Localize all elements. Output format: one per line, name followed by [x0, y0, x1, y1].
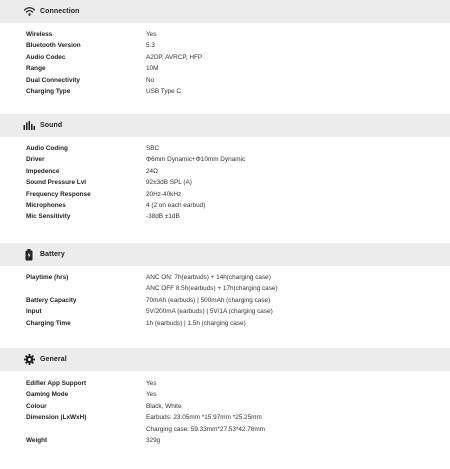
spec-value: USB Type C	[146, 87, 182, 95]
spec-value: ANC OFF 8.5h(earbuds) + 17h(charging case)	[146, 285, 278, 293]
spec-label: Bluetooth Version	[26, 42, 81, 50]
section-title: General	[40, 356, 67, 363]
spec-row	[0, 424, 450, 435]
spec-label: Weight	[26, 436, 48, 444]
spec-value: Yes	[146, 380, 157, 387]
spec-label: Input	[26, 308, 42, 316]
spec-label: Driver	[26, 156, 45, 164]
spec-row	[0, 435, 450, 446]
spec-label: Impedence	[26, 167, 60, 175]
spec-label: Audio Codec	[26, 53, 66, 61]
spec-row	[0, 306, 450, 317]
spec-row	[0, 200, 450, 211]
spec-label: Charging Type	[26, 87, 71, 95]
spec-value: 10M	[146, 65, 159, 73]
spec-label: Wireless	[26, 31, 53, 38]
spec-value: ANC ON: 7h(earbuds) + 14h(charging case)	[146, 274, 271, 281]
spec-label: Microphones	[26, 201, 66, 209]
spec-value: 92±3dB SPL (A)	[146, 179, 192, 187]
spec-label: Charging Time	[26, 319, 71, 327]
gear-icon	[21, 352, 37, 368]
spec-value: 4 (2 on each earbud)	[146, 201, 206, 209]
spec-label: Mic Sensitivity	[26, 213, 71, 221]
spec-value: 5V/200mA (earbuds) | 5V/1A (charging case)	[146, 308, 273, 316]
spec-row	[0, 272, 450, 283]
spec-value: -38dB ±1dB	[146, 213, 180, 221]
spec-value: A2DP, AVRCP, HFP	[146, 53, 203, 61]
spec-row	[0, 283, 450, 294]
spec-row	[0, 52, 450, 63]
spec-row	[0, 389, 450, 400]
battery-icon	[21, 247, 37, 263]
spec-row	[0, 154, 450, 165]
section-header-general	[0, 348, 450, 371]
spec-value: Earbuds: 23.05mm *15.97mm *25.25mm	[146, 414, 262, 422]
spec-value: 5.3	[146, 42, 155, 50]
spec-value: Yes	[146, 391, 157, 399]
spec-value: Charging case: 59.33mm*27.53*42.76mm	[146, 425, 266, 433]
spec-label: Edifier App Support	[26, 380, 87, 387]
section-header-battery	[0, 243, 450, 266]
spec-row	[0, 295, 450, 306]
section-title: Connection	[40, 8, 80, 15]
spec-row	[0, 211, 450, 222]
spec-label: Sound Pressure Lvl	[26, 179, 87, 187]
spec-row	[0, 63, 450, 74]
battery-specs	[0, 272, 450, 329]
spec-row	[0, 86, 450, 97]
spec-row	[0, 166, 450, 177]
spec-value: 24Ω	[146, 167, 158, 175]
connection-specs	[0, 29, 450, 97]
spec-value: Black, White	[146, 402, 182, 410]
spec-row	[0, 189, 450, 200]
sound-specs	[0, 143, 450, 223]
spec-value: Yes	[146, 31, 157, 38]
spec-value: SBC	[146, 145, 160, 152]
spec-label: Playtime (hrs)	[26, 274, 69, 281]
spec-value: 1h (earbuds) | 1.5h (charging case)	[146, 319, 246, 327]
spec-row	[0, 29, 450, 40]
spec-value: 329g	[146, 436, 161, 444]
spec-row	[0, 75, 450, 86]
spec-row	[0, 378, 450, 389]
spec-label: Range	[26, 65, 46, 73]
spec-value: 70mAh (earbuds) | 500mAh (charging case)	[146, 296, 271, 304]
spec-label: Battery Capacity	[26, 296, 77, 304]
spec-row	[0, 143, 450, 154]
general-specs	[0, 378, 450, 446]
spec-value: 20Hz-40kHz	[146, 190, 182, 198]
section-header-connection	[0, 0, 450, 23]
spec-row	[0, 401, 450, 412]
wifi-icon	[21, 4, 37, 20]
spec-label: Colour	[26, 402, 47, 410]
spec-label: Gaming Mode	[26, 391, 69, 399]
spec-label: Audio Coding	[26, 145, 68, 152]
spec-label: Dimension (LxWxH)	[26, 414, 87, 422]
spec-row	[0, 318, 450, 329]
spec-value: Φ6mm Dynamic+Φ10mm Dynamic	[146, 156, 246, 164]
spec-value: No	[146, 76, 155, 84]
section-title: Battery	[40, 251, 65, 258]
spec-row	[0, 412, 450, 423]
equalizer-icon	[21, 118, 37, 134]
spec-row	[0, 40, 450, 51]
spec-row	[0, 177, 450, 188]
spec-label: Frequency Response	[26, 190, 91, 198]
section-header-sound	[0, 114, 450, 137]
section-title: Sound	[40, 122, 63, 129]
spec-label: Dual Connectivity	[26, 76, 80, 84]
